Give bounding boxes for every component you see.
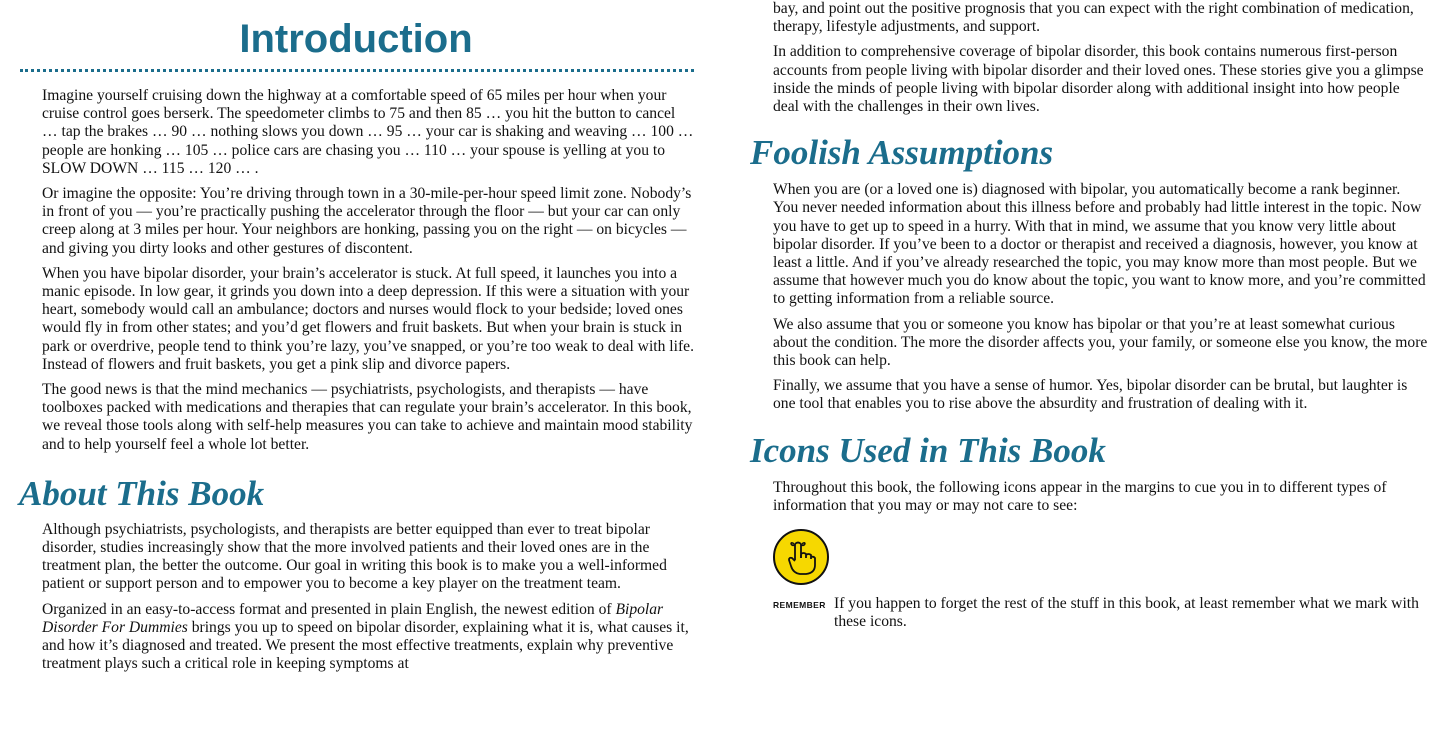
- remember-row: [773, 595, 1428, 631]
- icons-heading: Icons Used in This Book: [750, 430, 1106, 470]
- intro-paragraph-4: The good news is that the mind mechanics — psychiatrists, psychologists, and therapists — have toolboxes packed with medications and therapies that can regulate your brain’s accelerator. In this book, we reveal those tools along with self-help measures you can take to achieve and maintain mood stability and to help yourself feel a whole lot better.: [42, 381, 693, 453]
- assumptions-paragraph-3: Finally, we assume that you have a sense of humor. Yes, bipolar disorder can be brutal, but laughter is one tool that enables you to rise above the absurdity and frustration of dealing with it.: [773, 377, 1408, 413]
- assumptions-paragraph-2: We also assume that you or someone you know has bipolar or that you’re at least somewhat curious about the condition. The more the disorder affects you, your family, or someone else you know, the more this book can help.: [773, 315, 1428, 370]
- page-title: Introduction: [239, 17, 473, 61]
- about-heading: About This Book: [19, 473, 265, 513]
- intro-paragraph-3: When you have bipolar disorder, your brain’s accelerator is stuck. At full speed, it launches you into a manic episode. In low gear, it grinds you down into a deep depression. If this were a situation with your heart, somebody would call an ambulance; doctors and nurses would flock to your bedside; loved ones would fly in from other states; and you’d get flowers and fruit baskets. But when your brain is stuck in park or overdrive, people tend to think you’re lazy, you’ve snapped, or you’re too weak to deal with life. Instead of flowers and fruit baskets, you get a pink slip and divorce papers.: [42, 264, 694, 373]
- intro-paragraph-2: Or imagine the opposite: You’re driving through town in a 30-mile-per-hour speed limit zone. Nobody’s in front of you — you’re practically pushing the accelerator through the floor — but your car can only creep along at 3 miles per hour. Your neighbors are honking, passing you on the right — on bicycles — and giving you dirty looks and other gestures of discontent.: [42, 185, 692, 257]
- continued-paragraph: bay, and point out the positive prognosis that you can expect with the right combination of medication, therapy, lifestyle adjustments, and support.: [773, 0, 1414, 36]
- remember-text: If you happen to forget the rest of the stuff in this book, at least remember what we mark with these icons.: [834, 595, 1419, 631]
- right-column: [750, 0, 1440, 631]
- remember-label: REMEMBER: [773, 600, 826, 611]
- left-column: [0, 0, 712, 680]
- book-title: Bipolar Disorder For Dummies: [42, 600, 664, 636]
- about-paragraph-3: In addition to comprehensive coverage of bipolar disorder, this book contains numerous first-person accounts from people living with bipolar disorder and their loved ones. These stories give you a glimpse inside the minds of people living with bipolar disorder along with additional insight into how people deal with the challenges in their own lives.: [773, 43, 1424, 116]
- about-paragraph-2: [42, 601, 694, 674]
- about-paragraph-1: Although psychiatrists, psychologists, and therapists are better equipped than ever to treat bipolar disorder, studies increasingly show that the more involved patients and their loved ones are in the treatment plan, the better the outcome. Our goal in writing this book is to make you a well-informed patient or support person and to empower you to become a key player on the treatment team.: [42, 520, 667, 593]
- intro-paragraph-1: Imagine yourself cruising down the highway at a comfortable speed of 65 miles per hour when your cruise control goes berserk. The speedometer climbs to 75 and then 85 … you hit the button to cancel … tap the brakes … 90 … nothing slows you down … 95 … your car is shaking and weaving … 100 … people are honking … 105 … police cars are chasing you … 110 … your spouse is yelling at you to SLOW DOWN … 115 … 120 … .: [42, 87, 694, 177]
- pointing-hand-glyph: [784, 538, 818, 576]
- about-paragraph-2-pre: Organized in an easy-to-access format and presented in plain English, the newest edition of: [42, 600, 616, 618]
- about-paragraph-2-post: brings you up to speed on bipolar disorder, explaining what it is, what causes it, and how it’s diagnosed and treated. We present the most effective treatments, explain why preventive treatment plays such a critical role in keeping symptoms at: [42, 618, 689, 673]
- remember-icon-block: [773, 529, 1440, 589]
- assumptions-paragraph-1: When you are (or a loved one is) diagnosed with bipolar, you automatically become a rank beginner. You never needed information about this illness before and probably had little interest in the topic. Now you have to get up to speed in a hurry. With that in mind, we assume that you know very little about bipolar disorder. If you’ve been to a doctor or therapist and received a diagnosis, however, you know at least a little. And if you’ve already researched the topic, you may know more than most people. But we assume that however much you do know about the topic, you want to know more, and you’re committed to getting information from a reliable source.: [773, 181, 1426, 308]
- assumptions-heading: Foolish Assumptions: [750, 133, 1054, 173]
- title-dotted-rule: [20, 69, 694, 72]
- pointing-hand-icon: [773, 529, 829, 585]
- icons-intro-paragraph: Throughout this book, the following icons appear in the margins to cue you in to different types of information that you may or may not care to see:: [773, 478, 1387, 514]
